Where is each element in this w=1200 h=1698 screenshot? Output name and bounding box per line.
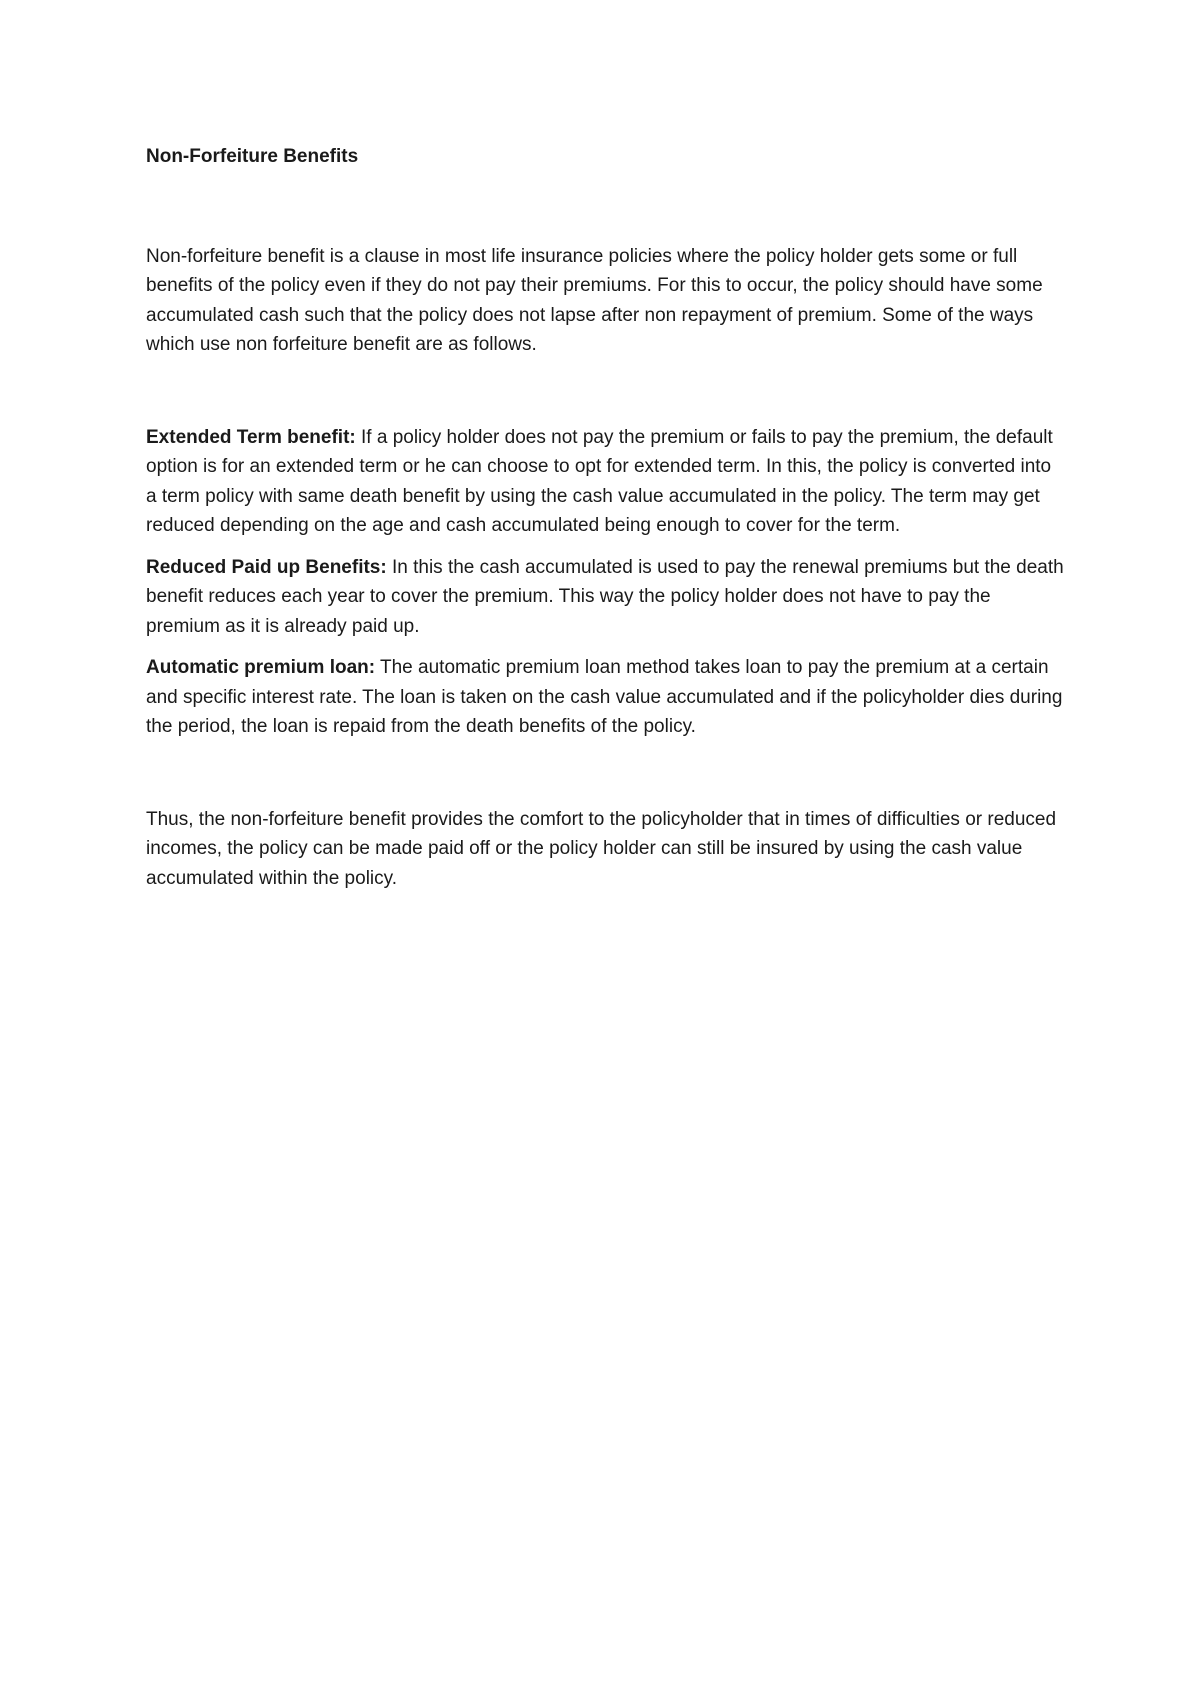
automatic-premium-loan-text: The automatic premium loan method takes loan to pay the premium at a certain and specific interest rate. The loan is taken on the cash value accumulated and if the policyholder dies during the period, the loan is repaid from the death benefits of the policy. — [146, 657, 1063, 737]
document-body — [146, 142, 1066, 893]
reduced-paid-up-paragraph — [146, 553, 1066, 642]
reduced-paid-up-text: In this the cash accumulated is used to pay the renewal premiums but the death benefit reduces each year to cover the premium. This way the policy holder does not have to pay the premium as it is already paid up. — [146, 556, 1064, 637]
extended-term-heading: Extended Term benefit: — [146, 426, 356, 448]
automatic-premium-loan-paragraph — [146, 653, 1066, 742]
document-title: Non-Forfeiture Benefits — [146, 146, 359, 167]
reduced-paid-up-heading: Reduced Paid up Benefits: — [146, 556, 387, 578]
conclusion-paragraph: Thus, the non-forfeiture benefit provides the comfort to the policyholder that in times of difficulties or reduced incomes, the policy can be made paid off or the policy holder can still be insured by using the cash value accumulated within the policy. — [146, 808, 1057, 889]
extended-term-paragraph — [146, 423, 1066, 541]
intro-paragraph: Non-forfeiture benefit is a clause in most life insurance policies where the policy holder gets some or full benefits of the policy even if they do not pay their premiums. For this to occur, the policy should have some accumulated cash such that the policy does not lapse after non repayment of premium. Some of the ways which use non forfeiture benefit are as follows. — [146, 245, 1043, 355]
extended-term-text: If a policy holder does not pay the premium or fails to pay the premium, the default option is for an extended term or he can choose to opt for extended term. In this, the policy is converted into a term policy with same death benefit by using the cash value accumulated in the policy. The term may get reduced depending on the age and cash accumulated being enough to cover for the term. — [146, 426, 1053, 536]
automatic-premium-loan-heading: Automatic premium loan: — [146, 657, 376, 678]
